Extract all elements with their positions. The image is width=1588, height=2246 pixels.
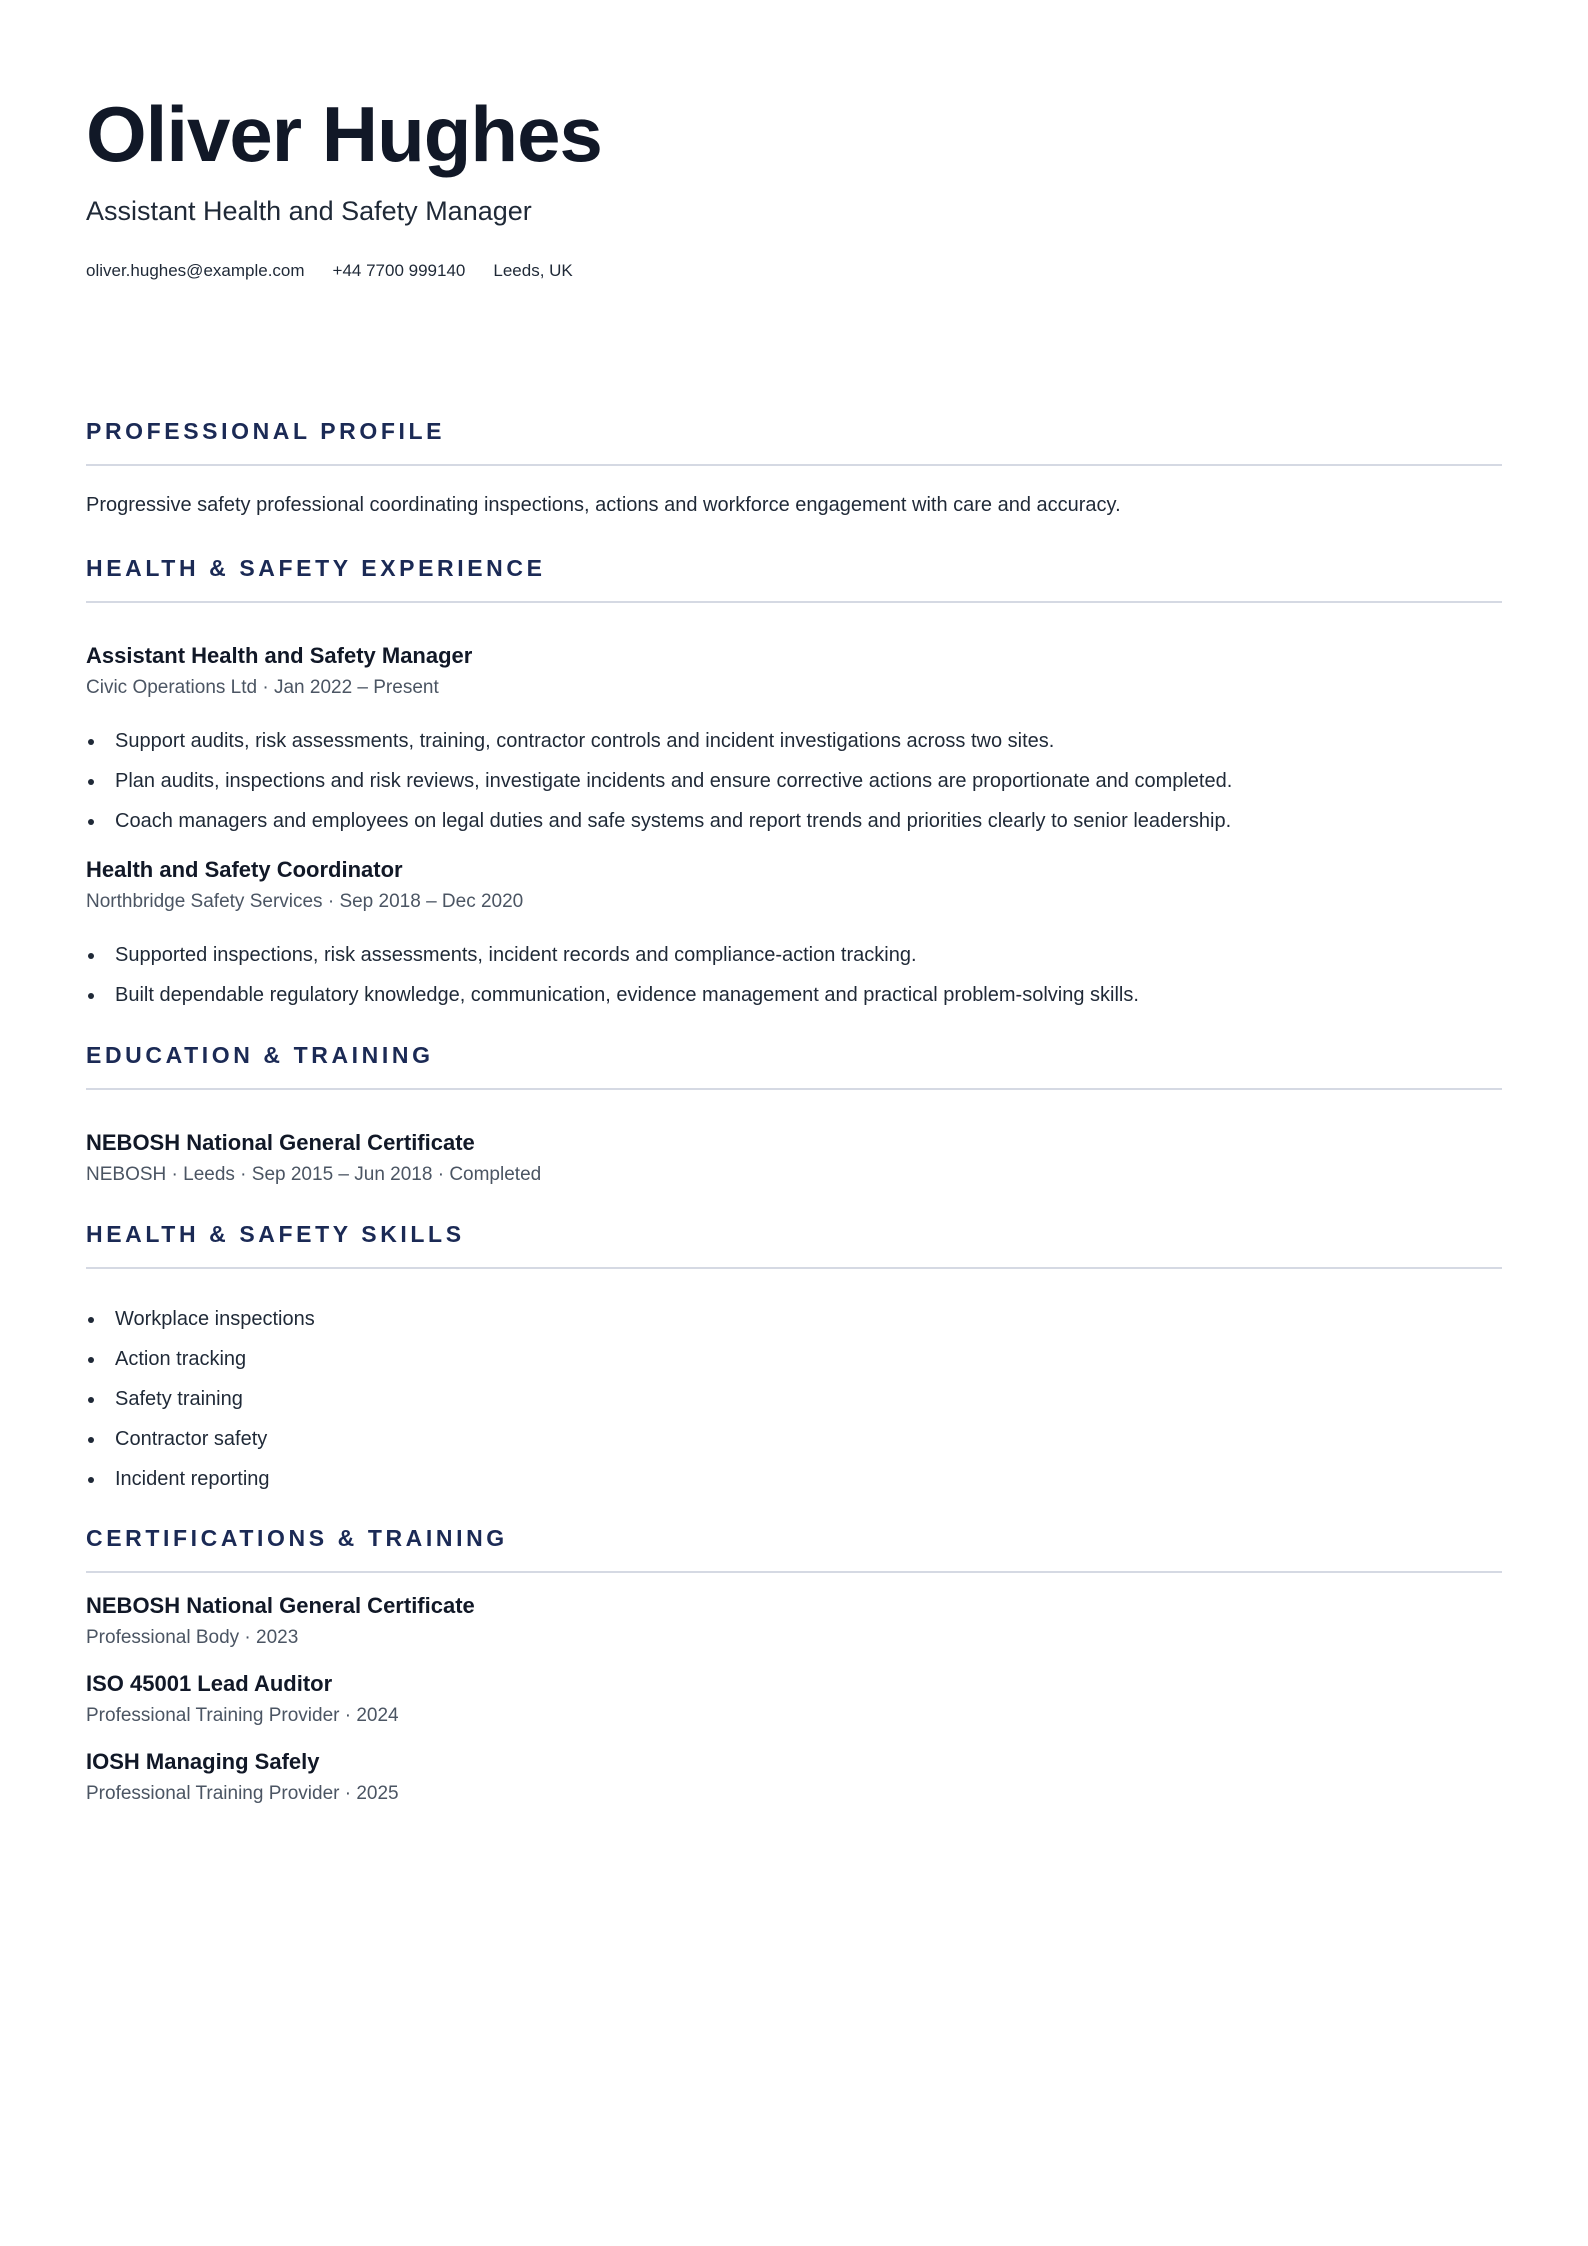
job-title: Assistant Health and Safety Manager	[86, 643, 473, 668]
list-item: Supported inspections, risk assessments, incident records and compliance-action tracking.	[86, 935, 1502, 975]
certification-title: IOSH Managing Safely	[86, 1749, 320, 1774]
education-meta: NEBOSH · Leeds · Sep 2015 – Jun 2018 · Completed	[86, 1164, 542, 1185]
candidate-role: Assistant Health and Safety Manager	[86, 196, 532, 226]
list-item: Coach managers and employees on legal duties and safe systems and report trends and priorities clearly to senior leadership.	[86, 801, 1502, 841]
section-title-certifications: CERTIFICATIONS & TRAINING	[86, 1525, 508, 1551]
job-meta: Northbridge Safety Services · Sep 2018 – Dec 2020	[86, 891, 524, 912]
section-divider	[86, 464, 1502, 466]
section-experience	[86, 555, 1502, 1015]
list-item: Action tracking	[86, 1339, 1502, 1379]
certification-entry	[86, 1749, 1502, 1805]
education-entry	[86, 1130, 1502, 1186]
certification-entry	[86, 1671, 1502, 1727]
contact-phone[interactable]: +44 7700 999140	[332, 261, 466, 280]
contact-info	[86, 261, 573, 281]
education-title: NEBOSH National General Certificate	[86, 1130, 475, 1155]
list-item: Contractor safety	[86, 1419, 1502, 1459]
profile-text: Progressive safety professional coordinating inspections, actions and workforce engagement with care and accuracy.	[86, 494, 1121, 516]
job-entry	[86, 643, 1502, 841]
certification-meta: Professional Body · 2023	[86, 1627, 299, 1648]
contact-location: Leeds, UK	[493, 261, 573, 280]
contact-email[interactable]: oliver.hughes@example.com	[86, 261, 305, 280]
section-profile	[86, 418, 1502, 517]
section-title-profile: PROFESSIONAL PROFILE	[86, 418, 446, 444]
section-divider	[86, 1088, 1502, 1090]
section-skills	[86, 1221, 1502, 1499]
section-divider	[86, 1267, 1502, 1269]
section-certifications	[86, 1525, 1502, 1805]
job-bullets	[86, 935, 1502, 1015]
certification-meta: Professional Training Provider · 2025	[86, 1783, 399, 1804]
list-item: Plan audits, inspections and risk reviews, investigate incidents and ensure corrective actions are proportionate and completed.	[86, 761, 1502, 801]
section-title-education: EDUCATION & TRAINING	[86, 1042, 434, 1068]
section-education	[86, 1042, 1502, 1186]
job-entry	[86, 857, 1502, 1015]
job-title: Health and Safety Coordinator	[86, 857, 403, 882]
skills-list	[86, 1299, 1502, 1499]
list-item: Workplace inspections	[86, 1299, 1502, 1339]
list-item: Built dependable regulatory knowledge, communication, evidence management and practical problem-solving skills.	[86, 975, 1502, 1015]
certification-entry	[86, 1593, 1502, 1649]
certification-title: NEBOSH National General Certificate	[86, 1593, 475, 1618]
job-bullets	[86, 721, 1502, 841]
list-item: Incident reporting	[86, 1459, 1502, 1499]
certification-meta: Professional Training Provider · 2024	[86, 1705, 399, 1726]
section-divider	[86, 1571, 1502, 1573]
candidate-name: Oliver Hughes	[86, 90, 602, 178]
certification-title: ISO 45001 Lead Auditor	[86, 1671, 333, 1696]
list-item: Support audits, risk assessments, training, contractor controls and incident investigations across two sites.	[86, 721, 1502, 761]
job-meta: Civic Operations Ltd · Jan 2022 – Present	[86, 677, 439, 698]
section-title-skills: HEALTH & SAFETY SKILLS	[86, 1221, 465, 1247]
section-title-experience: HEALTH & SAFETY EXPERIENCE	[86, 555, 546, 581]
list-item: Safety training	[86, 1379, 1502, 1419]
section-divider	[86, 601, 1502, 603]
